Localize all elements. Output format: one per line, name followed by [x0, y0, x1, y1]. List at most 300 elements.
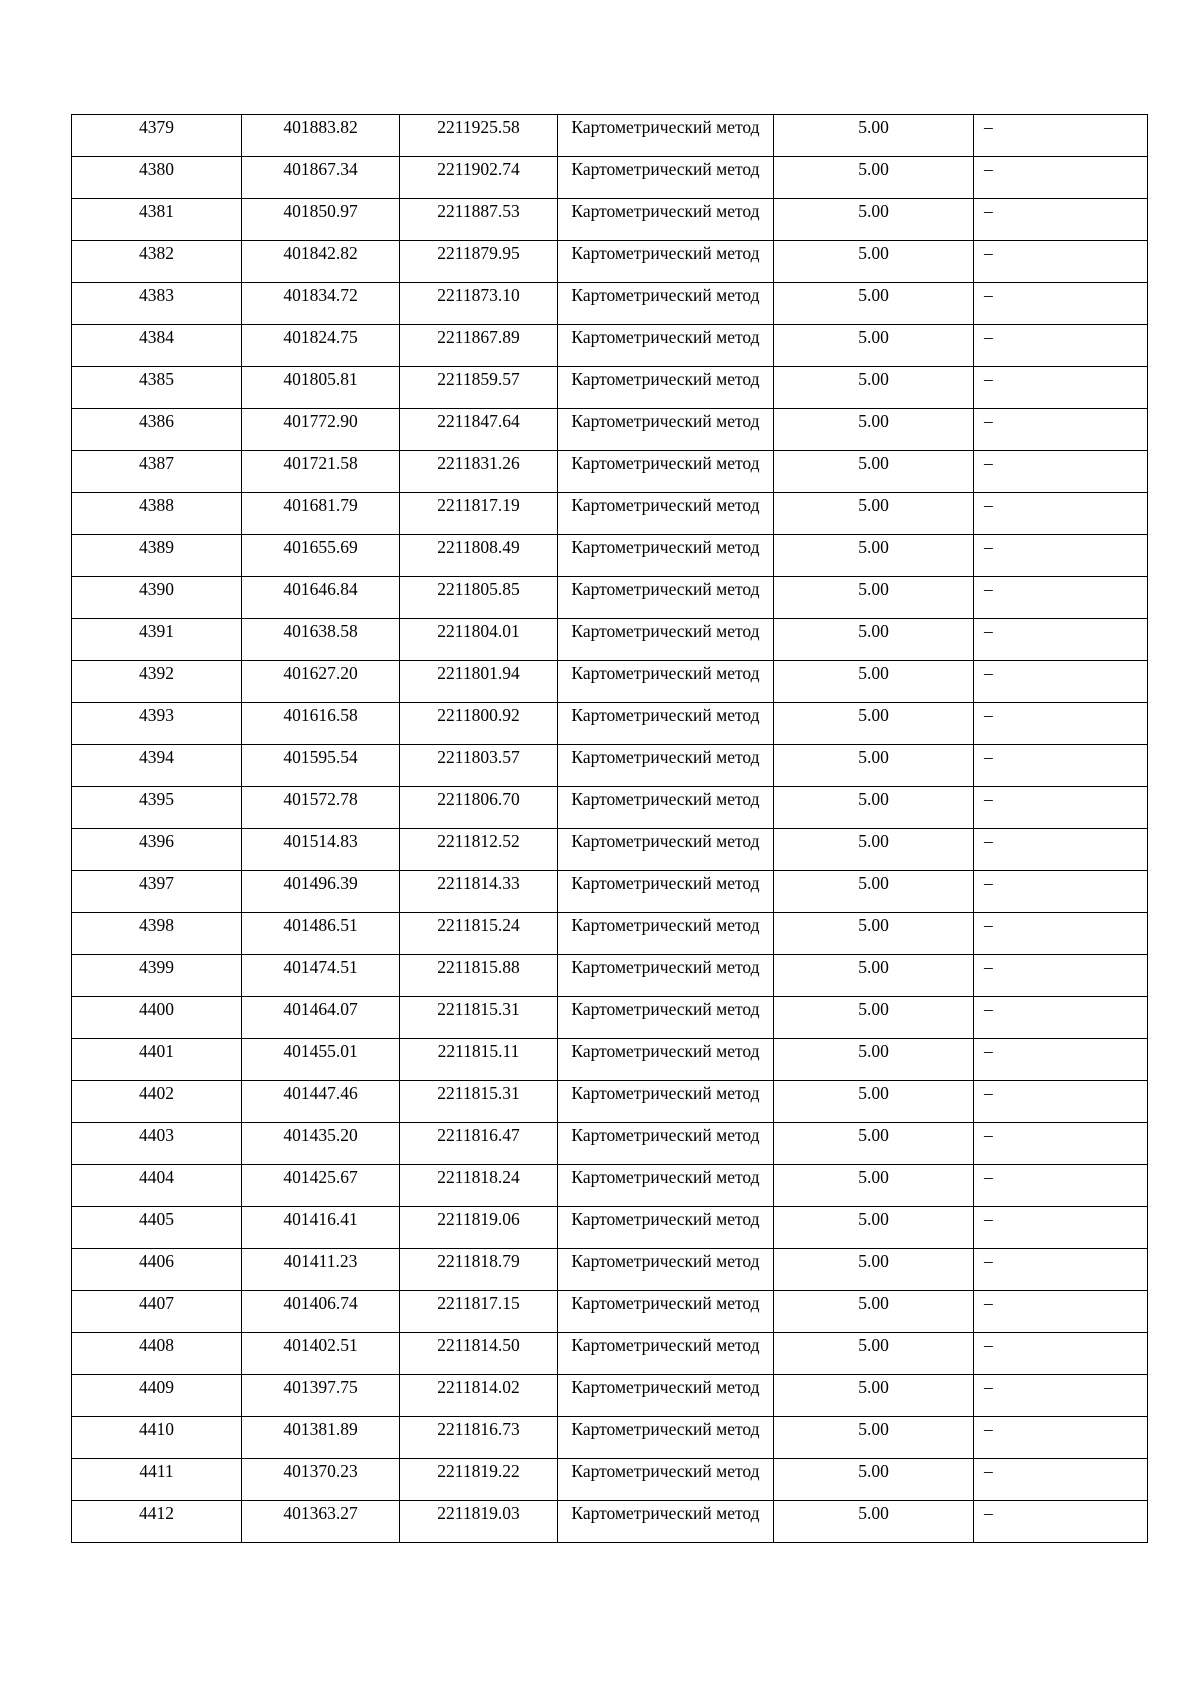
accuracy-cell	[774, 157, 974, 199]
accuracy-text: 5.00	[858, 285, 889, 305]
accuracy-text: 5.00	[858, 789, 889, 809]
table-row	[72, 1249, 1148, 1291]
method-cell	[558, 955, 774, 997]
method-text: Картометрический метод	[571, 1335, 760, 1355]
method-cell	[558, 997, 774, 1039]
note-cell	[974, 871, 1148, 913]
accuracy-text: 5.00	[858, 117, 889, 137]
y-coordinate-text: 2211814.33	[437, 873, 520, 893]
point-number-cell	[72, 451, 242, 493]
y-coordinate-cell	[400, 241, 558, 283]
point-number-cell	[72, 913, 242, 955]
note-cell	[974, 619, 1148, 661]
y-coordinate-text: 2211815.88	[437, 957, 520, 977]
accuracy-cell	[774, 1501, 974, 1543]
table-row	[72, 283, 1148, 325]
table-row	[72, 1165, 1148, 1207]
y-coordinate-cell	[400, 577, 558, 619]
method-cell	[558, 745, 774, 787]
point-number-text: 4379	[139, 117, 174, 137]
note-text: –	[984, 1419, 993, 1439]
method-text: Картометрический метод	[571, 495, 760, 515]
point-number-cell	[72, 115, 242, 157]
note-text: –	[984, 1083, 993, 1103]
table-row	[72, 1417, 1148, 1459]
method-cell	[558, 1207, 774, 1249]
accuracy-text: 5.00	[858, 1083, 889, 1103]
y-coordinate-text: 2211804.01	[437, 621, 520, 641]
method-cell	[558, 1165, 774, 1207]
note-cell	[974, 325, 1148, 367]
accuracy-cell	[774, 115, 974, 157]
point-number-text: 4383	[139, 285, 174, 305]
point-number-text: 4406	[139, 1251, 174, 1271]
accuracy-text: 5.00	[858, 705, 889, 725]
x-coordinate-cell	[242, 241, 400, 283]
y-coordinate-text: 2211818.79	[437, 1251, 520, 1271]
method-text: Картометрический метод	[571, 747, 760, 767]
x-coordinate-text: 401681.79	[283, 495, 358, 515]
x-coordinate-text: 401721.58	[283, 453, 358, 473]
y-coordinate-text: 2211815.31	[437, 1083, 520, 1103]
accuracy-cell	[774, 913, 974, 955]
point-number-cell	[72, 1039, 242, 1081]
accuracy-cell	[774, 241, 974, 283]
x-coordinate-text: 401406.74	[283, 1293, 358, 1313]
table-row	[72, 115, 1148, 157]
method-text: Картометрический метод	[571, 159, 760, 179]
y-coordinate-cell	[400, 1375, 558, 1417]
accuracy-cell	[774, 1039, 974, 1081]
x-coordinate-text: 401455.01	[283, 1041, 358, 1061]
table-row	[72, 829, 1148, 871]
method-text: Картометрический метод	[571, 957, 760, 977]
note-cell	[974, 115, 1148, 157]
note-cell	[974, 703, 1148, 745]
point-number-cell	[72, 1123, 242, 1165]
method-cell	[558, 493, 774, 535]
table-row	[72, 199, 1148, 241]
note-cell	[974, 1333, 1148, 1375]
accuracy-text: 5.00	[858, 1461, 889, 1481]
note-text: –	[984, 957, 993, 977]
method-cell	[558, 157, 774, 199]
accuracy-text: 5.00	[858, 1293, 889, 1313]
note-cell	[974, 1459, 1148, 1501]
y-coordinate-cell	[400, 1501, 558, 1543]
note-cell	[974, 661, 1148, 703]
accuracy-text: 5.00	[858, 243, 889, 263]
note-cell	[974, 1123, 1148, 1165]
accuracy-cell	[774, 535, 974, 577]
method-cell	[558, 451, 774, 493]
note-cell	[974, 535, 1148, 577]
y-coordinate-cell	[400, 1165, 558, 1207]
method-cell	[558, 325, 774, 367]
x-coordinate-text: 401402.51	[283, 1335, 358, 1355]
note-text: –	[984, 1125, 993, 1145]
accuracy-text: 5.00	[858, 1125, 889, 1145]
accuracy-text: 5.00	[858, 201, 889, 221]
method-text: Картометрический метод	[571, 369, 760, 389]
method-text: Картометрический метод	[571, 453, 760, 473]
y-coordinate-cell	[400, 661, 558, 703]
point-number-text: 4405	[139, 1209, 174, 1229]
point-number-text: 4384	[139, 327, 174, 347]
note-text: –	[984, 327, 993, 347]
point-number-text: 4412	[139, 1503, 174, 1523]
accuracy-cell	[774, 1459, 974, 1501]
x-coordinate-cell	[242, 997, 400, 1039]
method-cell	[558, 1375, 774, 1417]
y-coordinate-cell	[400, 745, 558, 787]
x-coordinate-cell	[242, 577, 400, 619]
note-text: –	[984, 411, 993, 431]
table-row	[72, 535, 1148, 577]
accuracy-cell	[774, 283, 974, 325]
x-coordinate-cell	[242, 661, 400, 703]
note-text: –	[984, 1335, 993, 1355]
x-coordinate-cell	[242, 535, 400, 577]
note-cell	[974, 1249, 1148, 1291]
note-text: –	[984, 873, 993, 893]
accuracy-text: 5.00	[858, 495, 889, 515]
y-coordinate-cell	[400, 115, 558, 157]
table-row	[72, 661, 1148, 703]
note-text: –	[984, 453, 993, 473]
method-text: Картометрический метод	[571, 663, 760, 683]
y-coordinate-text: 2211819.22	[437, 1461, 520, 1481]
accuracy-cell	[774, 829, 974, 871]
accuracy-text: 5.00	[858, 1377, 889, 1397]
accuracy-cell	[774, 577, 974, 619]
y-coordinate-cell	[400, 1417, 558, 1459]
note-text: –	[984, 1503, 993, 1523]
method-cell	[558, 367, 774, 409]
x-coordinate-text: 401496.39	[283, 873, 358, 893]
y-coordinate-text: 2211819.03	[437, 1503, 520, 1523]
accuracy-text: 5.00	[858, 327, 889, 347]
method-text: Картометрический метод	[571, 201, 760, 221]
y-coordinate-text: 2211867.89	[437, 327, 520, 347]
method-cell	[558, 1417, 774, 1459]
y-coordinate-text: 2211887.53	[437, 201, 520, 221]
note-text: –	[984, 117, 993, 137]
x-coordinate-text: 401616.58	[283, 705, 358, 725]
note-text: –	[984, 999, 993, 1019]
y-coordinate-cell	[400, 493, 558, 535]
x-coordinate-text: 401411.23	[283, 1251, 358, 1271]
note-cell	[974, 829, 1148, 871]
accuracy-cell	[774, 871, 974, 913]
method-cell	[558, 1333, 774, 1375]
y-coordinate-cell	[400, 199, 558, 241]
point-number-text: 4394	[139, 747, 174, 767]
method-text: Картометрический метод	[571, 1209, 760, 1229]
method-cell	[558, 913, 774, 955]
note-cell	[974, 1375, 1148, 1417]
point-number-text: 4390	[139, 579, 174, 599]
accuracy-cell	[774, 1375, 974, 1417]
y-coordinate-cell	[400, 451, 558, 493]
y-coordinate-text: 2211817.15	[437, 1293, 520, 1313]
table-row	[72, 241, 1148, 283]
note-cell	[974, 913, 1148, 955]
table-row	[72, 1333, 1148, 1375]
y-coordinate-text: 2211806.70	[437, 789, 520, 809]
method-text: Картометрический метод	[571, 1167, 760, 1187]
table-row	[72, 1291, 1148, 1333]
note-text: –	[984, 1461, 993, 1481]
accuracy-text: 5.00	[858, 957, 889, 977]
point-number-text: 4385	[139, 369, 174, 389]
note-cell	[974, 997, 1148, 1039]
y-coordinate-text: 2211815.11	[437, 1041, 520, 1061]
note-text: –	[984, 243, 993, 263]
method-text: Картометрический метод	[571, 1083, 760, 1103]
accuracy-cell	[774, 787, 974, 829]
method-cell	[558, 703, 774, 745]
x-coordinate-cell	[242, 157, 400, 199]
y-coordinate-text: 2211819.06	[437, 1209, 520, 1229]
y-coordinate-cell	[400, 1249, 558, 1291]
method-cell	[558, 1291, 774, 1333]
table-row	[72, 367, 1148, 409]
point-number-cell	[72, 1417, 242, 1459]
x-coordinate-cell	[242, 1501, 400, 1543]
y-coordinate-cell	[400, 1081, 558, 1123]
note-cell	[974, 409, 1148, 451]
method-text: Картометрический метод	[571, 1419, 760, 1439]
accuracy-text: 5.00	[858, 1419, 889, 1439]
x-coordinate-cell	[242, 1081, 400, 1123]
point-number-text: 4398	[139, 915, 174, 935]
point-number-text: 4391	[139, 621, 174, 641]
note-cell	[974, 157, 1148, 199]
note-cell	[974, 1417, 1148, 1459]
x-coordinate-text: 401627.20	[283, 663, 358, 683]
method-cell	[558, 1039, 774, 1081]
point-number-cell	[72, 745, 242, 787]
x-coordinate-text: 401363.27	[283, 1503, 358, 1523]
y-coordinate-text: 2211815.31	[437, 999, 520, 1019]
accuracy-text: 5.00	[858, 915, 889, 935]
y-coordinate-text: 2211814.02	[437, 1377, 520, 1397]
accuracy-text: 5.00	[858, 999, 889, 1019]
accuracy-text: 5.00	[858, 411, 889, 431]
point-number-cell	[72, 1333, 242, 1375]
point-number-text: 4397	[139, 873, 174, 893]
method-cell	[558, 1249, 774, 1291]
note-cell	[974, 283, 1148, 325]
point-number-text: 4386	[139, 411, 174, 431]
table-row	[72, 451, 1148, 493]
accuracy-cell	[774, 703, 974, 745]
x-coordinate-cell	[242, 955, 400, 997]
y-coordinate-text: 2211812.52	[437, 831, 520, 851]
note-text: –	[984, 1293, 993, 1313]
point-number-cell	[72, 493, 242, 535]
point-number-text: 4402	[139, 1083, 174, 1103]
note-text: –	[984, 789, 993, 809]
x-coordinate-text: 401474.51	[283, 957, 358, 977]
method-cell	[558, 1459, 774, 1501]
note-cell	[974, 1039, 1148, 1081]
x-coordinate-text: 401464.07	[283, 999, 358, 1019]
point-number-cell	[72, 1249, 242, 1291]
accuracy-cell	[774, 1333, 974, 1375]
accuracy-cell	[774, 493, 974, 535]
method-text: Картометрический метод	[571, 789, 760, 809]
table-row	[72, 955, 1148, 997]
accuracy-cell	[774, 997, 974, 1039]
note-text: –	[984, 915, 993, 935]
accuracy-cell	[774, 661, 974, 703]
y-coordinate-cell	[400, 1291, 558, 1333]
method-cell	[558, 661, 774, 703]
point-number-text: 4380	[139, 159, 174, 179]
method-cell	[558, 1501, 774, 1543]
x-coordinate-text: 401416.41	[283, 1209, 358, 1229]
method-cell	[558, 577, 774, 619]
y-coordinate-text: 2211818.24	[437, 1167, 520, 1187]
accuracy-text: 5.00	[858, 579, 889, 599]
y-coordinate-text: 2211925.58	[437, 117, 520, 137]
point-number-cell	[72, 871, 242, 913]
method-text: Картометрический метод	[571, 873, 760, 893]
point-number-cell	[72, 535, 242, 577]
point-number-cell	[72, 1165, 242, 1207]
x-coordinate-text: 401655.69	[283, 537, 358, 557]
method-cell	[558, 619, 774, 661]
x-coordinate-cell	[242, 913, 400, 955]
accuracy-cell	[774, 1249, 974, 1291]
x-coordinate-cell	[242, 283, 400, 325]
table-row	[72, 997, 1148, 1039]
accuracy-text: 5.00	[858, 1251, 889, 1271]
y-coordinate-text: 2211814.50	[437, 1335, 520, 1355]
accuracy-text: 5.00	[858, 747, 889, 767]
note-text: –	[984, 285, 993, 305]
y-coordinate-cell	[400, 913, 558, 955]
y-coordinate-text: 2211817.19	[437, 495, 520, 515]
table-row	[72, 913, 1148, 955]
point-number-text: 4382	[139, 243, 174, 263]
point-number-cell	[72, 1459, 242, 1501]
x-coordinate-text: 401883.82	[283, 117, 358, 137]
y-coordinate-cell	[400, 409, 558, 451]
table-row	[72, 409, 1148, 451]
note-cell	[974, 199, 1148, 241]
x-coordinate-text: 401772.90	[283, 411, 358, 431]
note-cell	[974, 451, 1148, 493]
note-text: –	[984, 747, 993, 767]
point-number-cell	[72, 367, 242, 409]
accuracy-cell	[774, 1207, 974, 1249]
point-number-text: 4392	[139, 663, 174, 683]
point-number-text: 4403	[139, 1125, 174, 1145]
x-coordinate-cell	[242, 1333, 400, 1375]
x-coordinate-cell	[242, 451, 400, 493]
method-text: Картометрический метод	[571, 1461, 760, 1481]
y-coordinate-text: 2211800.92	[437, 705, 520, 725]
accuracy-cell	[774, 955, 974, 997]
point-number-text: 4396	[139, 831, 174, 851]
x-coordinate-text: 401842.82	[283, 243, 358, 263]
point-number-cell	[72, 619, 242, 661]
table-row	[72, 703, 1148, 745]
y-coordinate-cell	[400, 955, 558, 997]
y-coordinate-text: 2211873.10	[437, 285, 520, 305]
table-row	[72, 619, 1148, 661]
y-coordinate-text: 2211859.57	[437, 369, 520, 389]
accuracy-cell	[774, 1417, 974, 1459]
x-coordinate-cell	[242, 493, 400, 535]
accuracy-text: 5.00	[858, 1167, 889, 1187]
accuracy-cell	[774, 1081, 974, 1123]
accuracy-text: 5.00	[858, 1503, 889, 1523]
y-coordinate-text: 2211879.95	[437, 243, 520, 263]
accuracy-text: 5.00	[858, 453, 889, 473]
y-coordinate-cell	[400, 325, 558, 367]
y-coordinate-cell	[400, 829, 558, 871]
y-coordinate-text: 2211831.26	[437, 453, 520, 473]
accuracy-cell	[774, 451, 974, 493]
point-number-cell	[72, 661, 242, 703]
method-cell	[558, 535, 774, 577]
point-number-text: 4389	[139, 537, 174, 557]
accuracy-text: 5.00	[858, 831, 889, 851]
point-number-text: 4388	[139, 495, 174, 515]
table-row	[72, 745, 1148, 787]
point-number-cell	[72, 157, 242, 199]
y-coordinate-cell	[400, 1207, 558, 1249]
y-coordinate-cell	[400, 535, 558, 577]
method-text: Картометрический метод	[571, 621, 760, 641]
method-cell	[558, 1123, 774, 1165]
y-coordinate-text: 2211816.73	[437, 1419, 520, 1439]
accuracy-text: 5.00	[858, 873, 889, 893]
method-text: Картометрический метод	[571, 831, 760, 851]
note-text: –	[984, 369, 993, 389]
method-text: Картометрический метод	[571, 327, 760, 347]
x-coordinate-text: 401850.97	[283, 201, 358, 221]
y-coordinate-cell	[400, 1123, 558, 1165]
y-coordinate-cell	[400, 871, 558, 913]
x-coordinate-cell	[242, 829, 400, 871]
note-text: –	[984, 159, 993, 179]
x-coordinate-cell	[242, 199, 400, 241]
table-row	[72, 1207, 1148, 1249]
x-coordinate-cell	[242, 1123, 400, 1165]
y-coordinate-cell	[400, 283, 558, 325]
method-text: Картометрический метод	[571, 537, 760, 557]
x-coordinate-cell	[242, 1039, 400, 1081]
y-coordinate-cell	[400, 1459, 558, 1501]
table-row	[72, 1501, 1148, 1543]
note-cell	[974, 1207, 1148, 1249]
note-text: –	[984, 1041, 993, 1061]
note-cell	[974, 955, 1148, 997]
note-text: –	[984, 663, 993, 683]
x-coordinate-text: 401595.54	[283, 747, 358, 767]
x-coordinate-cell	[242, 871, 400, 913]
point-number-cell	[72, 1501, 242, 1543]
method-cell	[558, 829, 774, 871]
x-coordinate-text: 401486.51	[283, 915, 358, 935]
x-coordinate-cell	[242, 619, 400, 661]
note-text: –	[984, 1209, 993, 1229]
